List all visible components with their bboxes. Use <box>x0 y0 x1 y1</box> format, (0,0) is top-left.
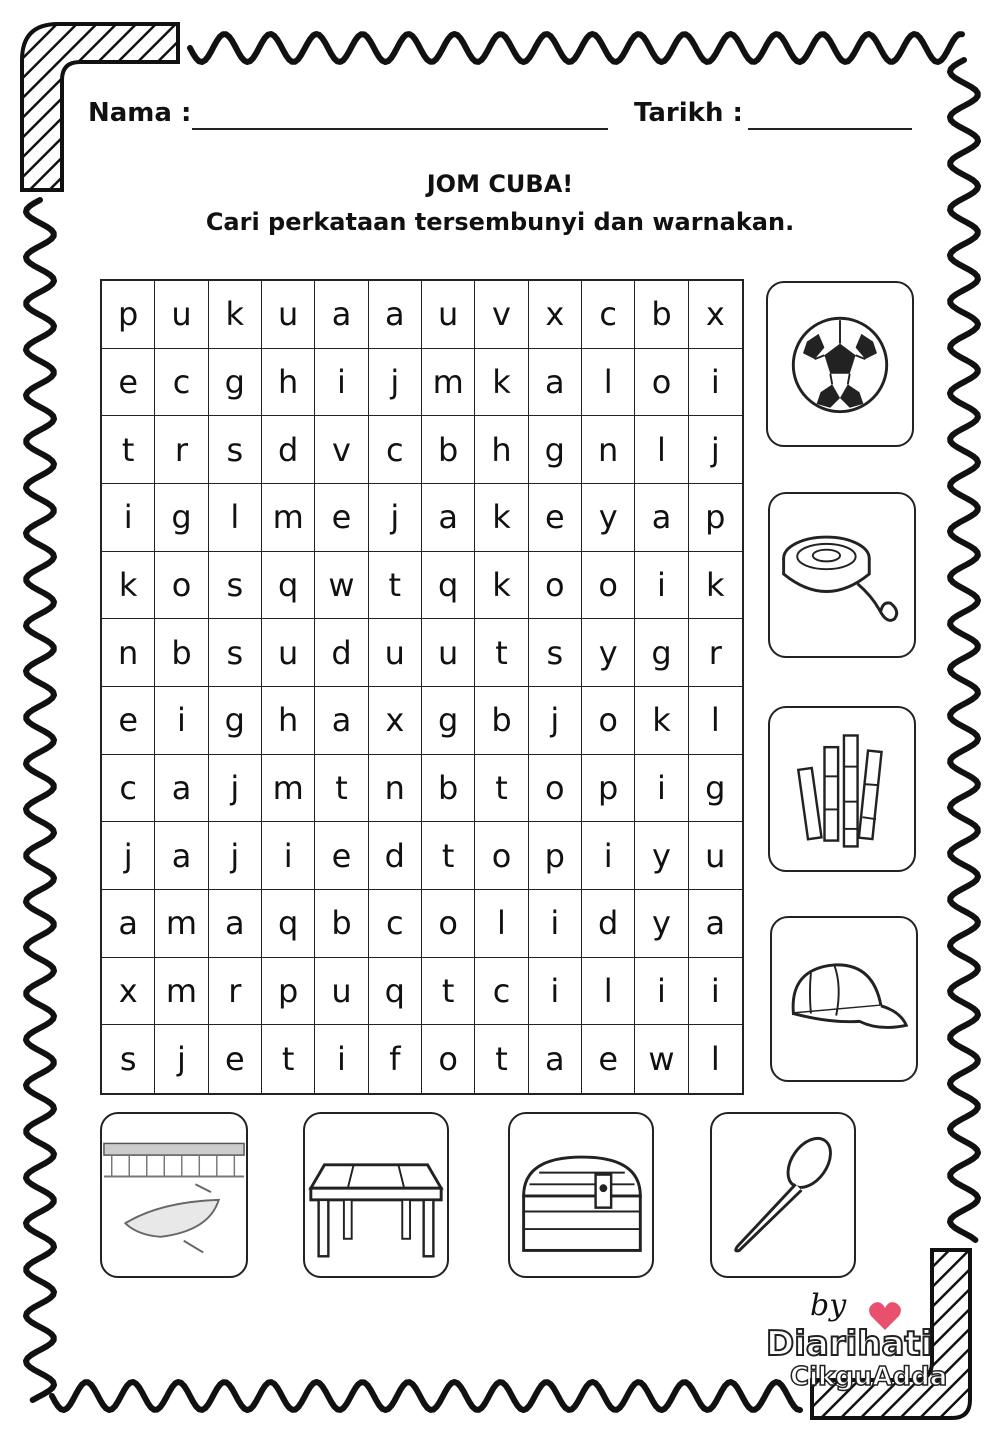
grid-cell[interactable]: o <box>422 1025 475 1093</box>
grid-cell[interactable]: r <box>689 619 742 687</box>
grid-cell[interactable]: i <box>582 822 635 890</box>
grid-cell[interactable]: p <box>689 484 742 552</box>
grid-cell[interactable]: t <box>102 416 155 484</box>
grid-cell[interactable]: e <box>102 349 155 417</box>
grid-cell[interactable]: k <box>209 281 262 349</box>
grid-cell[interactable]: o <box>422 890 475 958</box>
grid-cell[interactable]: c <box>102 755 155 823</box>
treasure-chest-icon <box>510 1114 652 1276</box>
grid-cell[interactable]: k <box>635 687 688 755</box>
grid-cell[interactable]: i <box>529 958 582 1026</box>
brand-name-line1: Diarihati <box>766 1324 933 1364</box>
grid-cell[interactable]: g <box>155 484 208 552</box>
grid-cell[interactable]: b <box>475 687 528 755</box>
grid-cell[interactable]: d <box>369 822 422 890</box>
name-field-line[interactable] <box>192 128 608 130</box>
grid-cell[interactable]: u <box>315 958 368 1026</box>
grid-cell[interactable]: j <box>529 687 582 755</box>
grid-cell[interactable]: l <box>635 416 688 484</box>
grid-cell[interactable]: j <box>369 484 422 552</box>
grid-cell[interactable]: i <box>689 349 742 417</box>
grid-cell[interactable]: a <box>315 687 368 755</box>
grid-cell[interactable]: r <box>155 416 208 484</box>
grid-cell[interactable]: j <box>102 822 155 890</box>
grid-cell[interactable]: s <box>209 619 262 687</box>
grid-cell[interactable]: d <box>262 416 315 484</box>
grid-cell[interactable]: k <box>475 349 528 417</box>
grid-cell[interactable]: a <box>209 890 262 958</box>
grid-cell[interactable]: v <box>475 281 528 349</box>
grid-cell[interactable]: i <box>635 958 688 1026</box>
grid-cell[interactable]: a <box>635 484 688 552</box>
card-bamboo <box>768 706 916 872</box>
grid-cell[interactable]: i <box>262 822 315 890</box>
soccer-ball-icon <box>768 283 912 445</box>
grid-cell[interactable]: g <box>689 755 742 823</box>
grid-cell[interactable]: u <box>369 619 422 687</box>
grid-cell[interactable]: b <box>422 416 475 484</box>
grid-cell[interactable]: s <box>102 1025 155 1093</box>
bamboo-sticks-icon <box>770 708 914 870</box>
grid-cell[interactable]: t <box>369 552 422 620</box>
grid-cell[interactable]: j <box>209 822 262 890</box>
grid-cell[interactable]: l <box>582 958 635 1026</box>
grid-cell[interactable]: x <box>689 281 742 349</box>
grid-cell[interactable]: s <box>209 416 262 484</box>
grid-cell[interactable]: i <box>315 1025 368 1093</box>
grid-cell[interactable]: p <box>102 281 155 349</box>
grid-cell[interactable]: a <box>529 1025 582 1093</box>
grid-cell[interactable]: q <box>422 552 475 620</box>
grid-cell[interactable]: m <box>262 755 315 823</box>
grid-cell[interactable]: m <box>262 484 315 552</box>
grid-cell[interactable]: o <box>475 822 528 890</box>
grid-cell[interactable]: x <box>529 281 582 349</box>
grid-cell[interactable]: p <box>262 958 315 1026</box>
grid-cell[interactable]: l <box>710 1040 720 1079</box>
grid-cell[interactable]: u <box>262 281 315 349</box>
grid-cell[interactable]: n <box>582 416 635 484</box>
grid-cell[interactable]: a <box>369 281 422 349</box>
grid-cell[interactable]: k <box>475 484 528 552</box>
grid-cell[interactable]: t <box>262 1025 315 1093</box>
grid-cell[interactable]: g <box>209 349 262 417</box>
name-label: Nama : <box>88 98 192 128</box>
grid-cell[interactable]: j <box>209 755 262 823</box>
grid-cell[interactable]: x <box>102 958 155 1026</box>
card-boat <box>100 1112 248 1278</box>
grid-cell[interactable]: k <box>689 552 742 620</box>
grid-cell[interactable]: i <box>155 687 208 755</box>
grid-cell[interactable]: t <box>422 822 475 890</box>
grid-cell[interactable]: y <box>582 619 635 687</box>
grid-cell[interactable]: e <box>315 484 368 552</box>
grid-cell[interactable]: f <box>369 1025 422 1093</box>
grid-cell[interactable]: i <box>635 755 688 823</box>
grid-cell[interactable]: w <box>315 552 368 620</box>
date-field-line[interactable] <box>748 128 912 130</box>
worksheet-instruction: Cari perkataan tersembunyi dan warnakan. <box>205 208 795 236</box>
grid-cell[interactable]: h <box>262 687 315 755</box>
grid-cell[interactable]: d <box>315 619 368 687</box>
grid-cell[interactable]: o <box>529 755 582 823</box>
grid-cell[interactable]: a <box>422 484 475 552</box>
grid-cell[interactable]: j <box>155 1025 208 1093</box>
card-spoon <box>710 1112 856 1278</box>
grid-cell[interactable]: a <box>315 281 368 349</box>
worksheet-title: JOM CUBA! <box>426 170 574 198</box>
grid-cell[interactable]: u <box>422 281 475 349</box>
grid-cell[interactable]: i <box>689 958 742 1026</box>
grid-cell[interactable]: e <box>315 822 368 890</box>
grid-cell[interactable]: g <box>529 416 582 484</box>
grid-cell[interactable]: n <box>102 619 155 687</box>
grid-cell[interactable]: o <box>155 552 208 620</box>
cap-icon <box>772 918 916 1080</box>
boat-at-pier-icon <box>102 1114 246 1276</box>
grid-cell[interactable]: m <box>155 958 208 1026</box>
grid-cell[interactable]: w <box>635 1025 688 1093</box>
card-cap <box>770 916 918 1082</box>
grid-cell[interactable]: u <box>422 619 475 687</box>
grid-cell[interactable]: i <box>315 349 368 417</box>
grid-cell[interactable]: l <box>209 484 262 552</box>
grid-cell[interactable]: e <box>529 484 582 552</box>
grid-cell[interactable]: e <box>209 1025 262 1093</box>
grid-cell[interactable]: c <box>369 890 422 958</box>
grid-cell[interactable]: t <box>475 619 528 687</box>
grid-cell[interactable]: b <box>155 619 208 687</box>
grid-cell[interactable]: a <box>529 349 582 417</box>
yoyo-icon <box>770 494 914 656</box>
card-yoyo <box>768 492 916 658</box>
grid-cell[interactable]: u <box>155 281 208 349</box>
grid-cell[interactable]: t <box>475 755 528 823</box>
grid-cell[interactable]: c <box>369 416 422 484</box>
grid-cell[interactable]: t <box>475 1025 528 1093</box>
grid-cell[interactable]: l <box>689 687 742 755</box>
grid-cell[interactable]: q <box>369 958 422 1026</box>
grid-cell[interactable]: p <box>582 755 635 823</box>
grid-cell[interactable]: l <box>582 349 635 417</box>
grid-cell[interactable]: s <box>209 552 262 620</box>
grid-cell[interactable]: c <box>475 958 528 1026</box>
table-icon <box>305 1114 447 1276</box>
spoon-icon <box>712 1114 854 1276</box>
grid-cell[interactable]: y <box>635 822 688 890</box>
grid-cell[interactable]: i <box>635 552 688 620</box>
grid-cell[interactable]: x <box>369 687 422 755</box>
word-search-grid <box>100 279 744 1095</box>
grid-cell[interactable]: h <box>475 416 528 484</box>
grid-cell[interactable]: a <box>155 822 208 890</box>
grid-cell[interactable]: g <box>635 619 688 687</box>
grid-cell[interactable]: b <box>635 281 688 349</box>
grid-cell[interactable]: c <box>155 349 208 417</box>
grid-cell[interactable]: d <box>582 890 635 958</box>
grid-cell[interactable]: b <box>422 755 475 823</box>
grid-cell[interactable]: u <box>262 619 315 687</box>
grid-cell[interactable]: o <box>582 687 635 755</box>
grid-cell[interactable]: a <box>102 890 155 958</box>
grid-cell[interactable]: q <box>262 890 315 958</box>
grid-cell[interactable]: m <box>422 349 475 417</box>
grid-cell[interactable]: g <box>209 687 262 755</box>
grid-cell[interactable]: t <box>422 958 475 1026</box>
grid-cell[interactable]: i <box>529 890 582 958</box>
grid-cell[interactable]: o <box>529 552 582 620</box>
grid-cell[interactable]: p <box>529 822 582 890</box>
grid-cell[interactable]: n <box>369 755 422 823</box>
grid-cell[interactable]: j <box>689 416 742 484</box>
card-soccer-ball <box>766 281 914 447</box>
grid-cell[interactable]: b <box>315 890 368 958</box>
grid-cell[interactable]: j <box>369 349 422 417</box>
grid-cell[interactable]: e <box>102 687 155 755</box>
grid-cell[interactable]: h <box>262 349 315 417</box>
brand-name-line2: CikguAdda <box>790 1362 948 1392</box>
grid-cell[interactable]: a <box>155 755 208 823</box>
grid-cell[interactable]: m <box>155 890 208 958</box>
grid-cell[interactable]: y <box>635 890 688 958</box>
grid-cell[interactable]: t <box>315 755 368 823</box>
grid-cell[interactable]: q <box>262 552 315 620</box>
grid-cell[interactable]: o <box>635 349 688 417</box>
grid-cell[interactable]: g <box>422 687 475 755</box>
grid-cell[interactable]: s <box>529 619 582 687</box>
grid-cell[interactable]: e <box>582 1025 635 1093</box>
date-label: Tarikh : <box>634 98 743 128</box>
grid-cell[interactable]: o <box>582 552 635 620</box>
brand-by: by <box>810 1288 847 1323</box>
grid-cell[interactable]: i <box>102 484 155 552</box>
grid-cell[interactable]: a <box>689 890 742 958</box>
grid-cell[interactable]: l <box>475 890 528 958</box>
card-table <box>303 1112 449 1278</box>
grid-cell[interactable]: v <box>315 416 368 484</box>
grid-cell[interactable]: k <box>475 552 528 620</box>
grid-cell[interactable]: c <box>582 281 635 349</box>
grid-cell[interactable]: r <box>209 958 262 1026</box>
grid-cell[interactable]: k <box>102 552 155 620</box>
grid-cell[interactable]: u <box>689 822 742 890</box>
grid-cell[interactable]: y <box>582 484 635 552</box>
card-treasure-chest <box>508 1112 654 1278</box>
